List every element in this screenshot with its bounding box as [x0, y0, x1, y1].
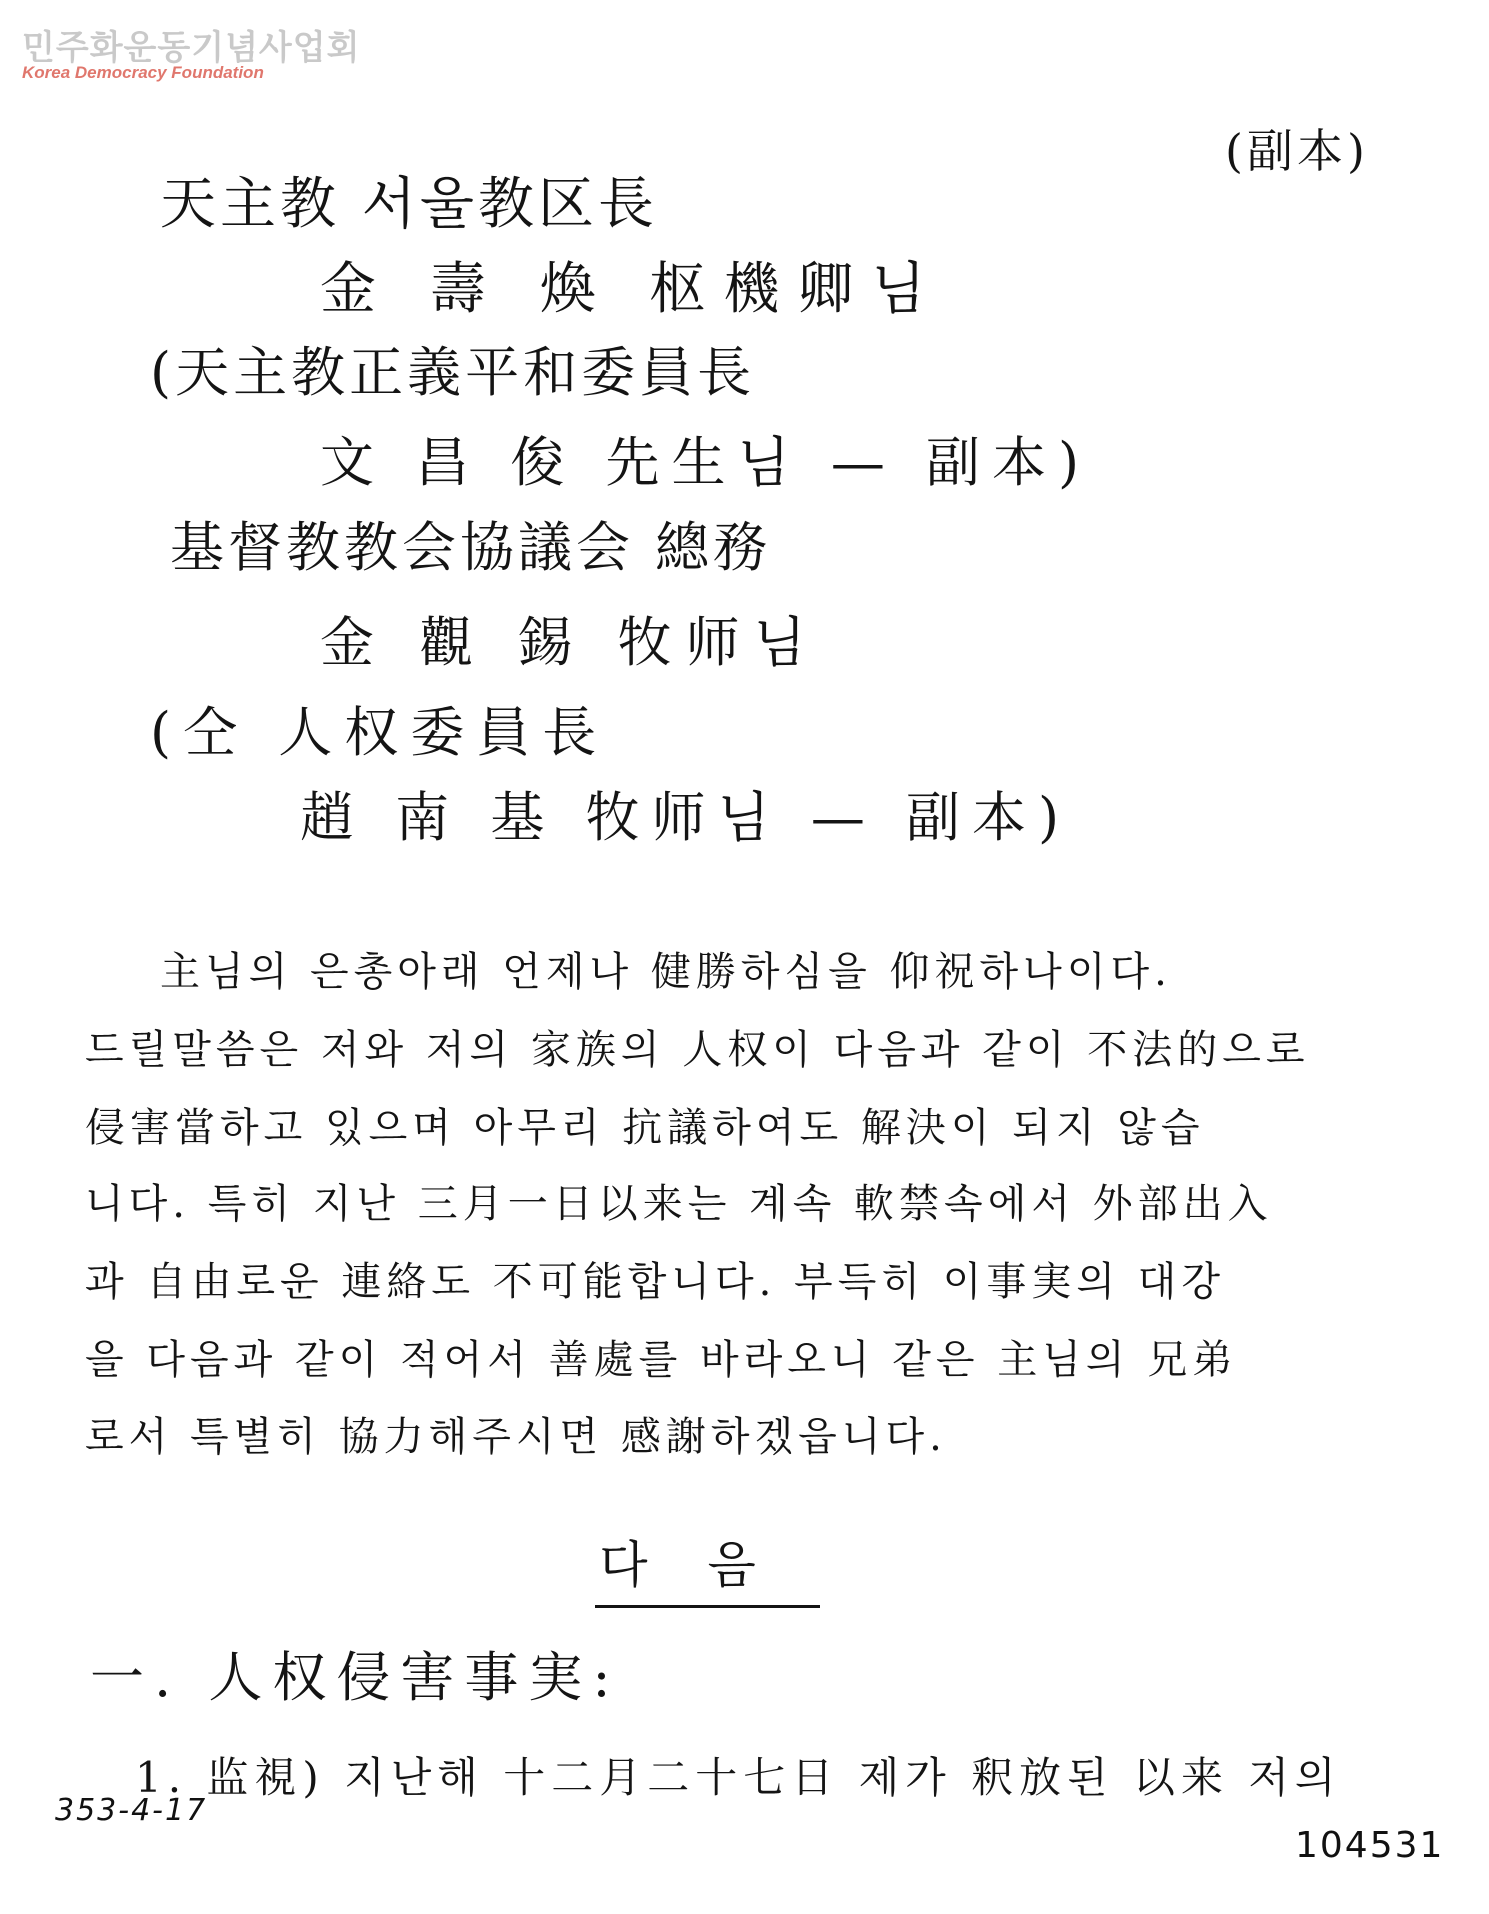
addressee-line: (天主教正義平和委員長 [150, 341, 756, 404]
body-line: 과 自由로운 連絡도 不可能합니다. 부득히 이事実의 대강 [85, 1259, 1225, 1305]
archive-reference: 353-4-17 [55, 1793, 208, 1828]
watermark-org-english: Korea Democracy Foundation [22, 63, 264, 82]
body-line: 을 다음과 같이 적어서 善處를 바라오니 같은 主님의 兄弟 [85, 1337, 1238, 1383]
watermark-org-korean: 민주화운동기념사업회 [22, 28, 361, 68]
body-line: 로서 특별히 協力해주시면 感謝하겠읍니다. [85, 1414, 947, 1460]
addressee-line: 金 壽 煥 枢機卿님 [320, 257, 944, 322]
addressee-line: 金 觀 錫 牧师님 [320, 611, 820, 674]
section-heading: 다음 [595, 1525, 820, 1608]
list-item: 1. 监視) 지난해 十二月二十七日 제가 釈放된 以来 저의 [135, 1753, 1342, 1802]
addressee-line: 基督教教会協議会 總務 [170, 516, 772, 579]
addressee-line: 文 昌 俊 先生님 — 副本) [320, 431, 1092, 494]
addressee-line: (仝 人权委員長 [150, 701, 609, 764]
body-line: 主님의 은총아래 언제나 健勝하심을 仰祝하나이다. [160, 949, 1172, 995]
copy-mark: (副本) [1225, 124, 1369, 178]
section-title: 一. 人权侵害事実: [90, 1646, 621, 1709]
body-line: 니다. 특히 지난 三月一日以来는 계속 軟禁속에서 外部出入 [85, 1181, 1273, 1227]
body-line: 드릴말씀은 저와 저의 家族의 人权이 다음과 같이 不法的으로 [85, 1027, 1310, 1073]
body-line: 侵害當하고 있으며 아무리 抗議하여도 解決이 되지 않습 [85, 1105, 1205, 1151]
archive-number: 104531 [1295, 1825, 1445, 1866]
addressee-line: 天主教 서울教区長 [160, 172, 658, 237]
addressee-line: 趙 南 基 牧师님 — 副本) [300, 786, 1072, 849]
